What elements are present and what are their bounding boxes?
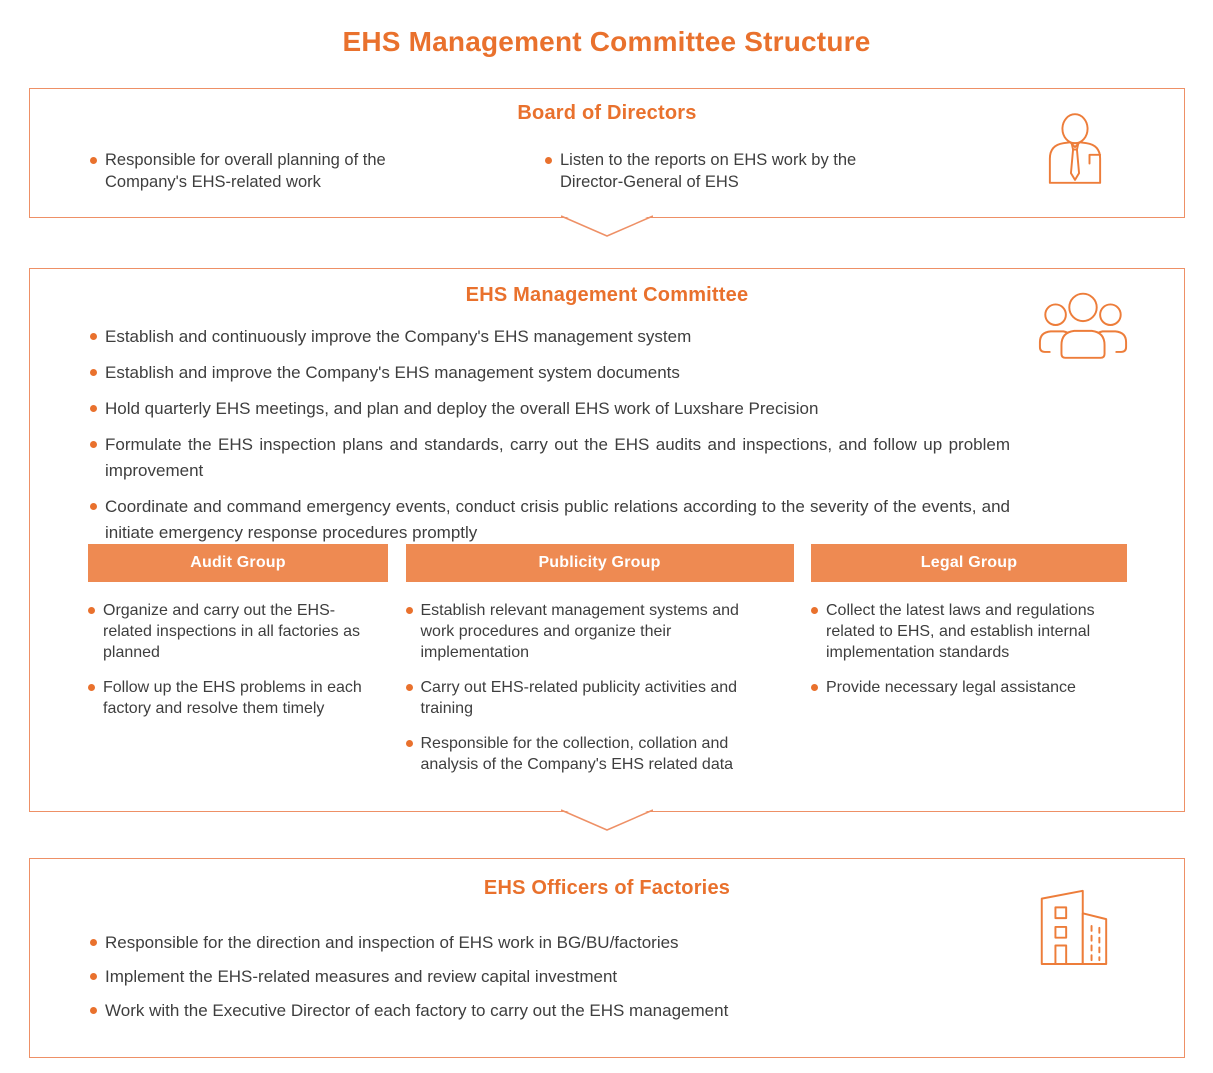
bullet-item: Responsible for overall planning of the Company's EHS-related work	[90, 149, 390, 193]
bullet-item: Carry out EHS-related publicity activities and training	[406, 677, 768, 719]
committee-box-title: EHS Management Committee	[465, 284, 749, 306]
connector-chevron-down	[561, 215, 653, 237]
bullet-item: Follow up the EHS problems in each factory and resolve them timely	[88, 677, 369, 719]
audit-group-bullets	[88, 600, 388, 733]
bullet-item: Establish relevant management systems and work procedures and organize their implementation	[406, 600, 768, 663]
connector-chevron-down	[561, 809, 653, 831]
bullet-item: Collect the latest laws and regulations related to EHS, and establish internal implementation standards	[811, 600, 1116, 663]
ehs-officers-of-factories-box	[29, 858, 1185, 1058]
committee-bullets	[90, 324, 1025, 546]
audit-group-header: Audit Group	[88, 544, 388, 582]
bullet-item: Responsible for the direction and inspection of EHS work in BG/BU/factories	[90, 930, 1050, 956]
legal-group-header: Legal Group	[811, 544, 1127, 582]
page-title: EHS Management Committee Structure	[342, 26, 871, 57]
executive-person-icon	[1046, 113, 1104, 185]
audit-group-column	[88, 544, 388, 789]
bullet-item: Provide necessary legal assistance	[811, 677, 1116, 698]
people-group-icon	[1036, 289, 1130, 362]
committee-sub-groups	[88, 544, 1127, 789]
officers-box-title: EHS Officers of Factories	[483, 877, 731, 899]
board-box-title: Board of Directors	[517, 102, 697, 124]
publicity-group-header: Publicity Group	[406, 544, 794, 582]
bullet-item: Coordinate and command emergency events, conduct crisis public relations according to the severity of the events, and initiate emergency response procedures promptly	[90, 494, 1010, 546]
board-bullet-columns	[90, 149, 1184, 193]
bullet-item: Formulate the EHS inspection plans and standards, carry out the EHS audits and inspections, and follow up problem improvement	[90, 432, 1010, 484]
ehs-management-committee-box	[29, 268, 1185, 812]
publicity-group-bullets	[406, 600, 794, 789]
publicity-group-column	[406, 544, 794, 789]
bullet-item: Establish and improve the Company's EHS management system documents	[90, 360, 1010, 386]
bullet-item: Hold quarterly EHS meetings, and plan and deploy the overall EHS work of Luxshare Precision	[90, 396, 1010, 422]
board-of-directors-box	[29, 88, 1185, 218]
bullet-item: Responsible for the collection, collation and analysis of the Company's EHS related data	[406, 733, 768, 775]
bullet-item: Listen to the reports on EHS work by the Director-General of EHS	[545, 149, 897, 193]
officers-bullets	[90, 930, 1050, 1024]
board-left-bullets	[90, 149, 390, 193]
legal-group-bullets	[811, 600, 1127, 712]
bullet-item: Establish and continuously improve the Company's EHS management system	[90, 324, 1010, 350]
legal-group-column	[811, 544, 1127, 789]
board-right-bullets	[545, 149, 897, 193]
bullet-item: Implement the EHS-related measures and review capital investment	[90, 964, 1050, 990]
bullet-item: Work with the Executive Director of each factory to carry out the EHS management	[90, 998, 1050, 1024]
bullet-item: Organize and carry out the EHS-related inspections in all factories as planned	[88, 600, 369, 663]
